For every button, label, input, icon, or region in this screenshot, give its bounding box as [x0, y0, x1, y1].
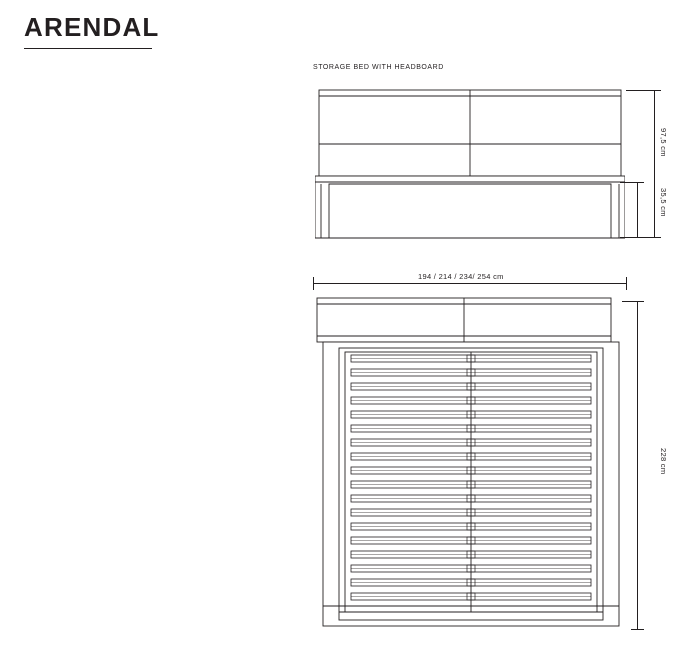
brand-block: [24, 12, 174, 49]
depth-label: 228 cm: [659, 448, 668, 475]
plan-view-drawing: [315, 296, 625, 631]
depth-extension-top: [622, 301, 642, 302]
width-dimension-line: [313, 283, 627, 284]
total-height-extension-top: [626, 90, 655, 91]
base-height-label: 35,5 cm: [659, 188, 668, 217]
width-right-tick: [626, 277, 627, 290]
depth-bottom-tick: [631, 629, 644, 630]
brand-underline-divider: [24, 48, 152, 49]
front-elevation-drawing: [315, 88, 625, 238]
width-left-tick: [313, 277, 314, 290]
base-height-dimension-line: [637, 182, 638, 238]
total-height-dimension-line: [654, 90, 655, 238]
depth-dimension-line: [637, 301, 638, 630]
diagram-caption: STORAGE BED WITH HEADBOARD: [313, 64, 444, 71]
brand-title: ARENDAL: [24, 12, 160, 42]
total-height-label: 97,5 cm: [659, 128, 668, 157]
width-options-label: 194 / 214 / 234/ 254 cm: [418, 272, 504, 281]
bottom-extension-line: [620, 237, 655, 238]
base-height-extension: [620, 182, 640, 183]
